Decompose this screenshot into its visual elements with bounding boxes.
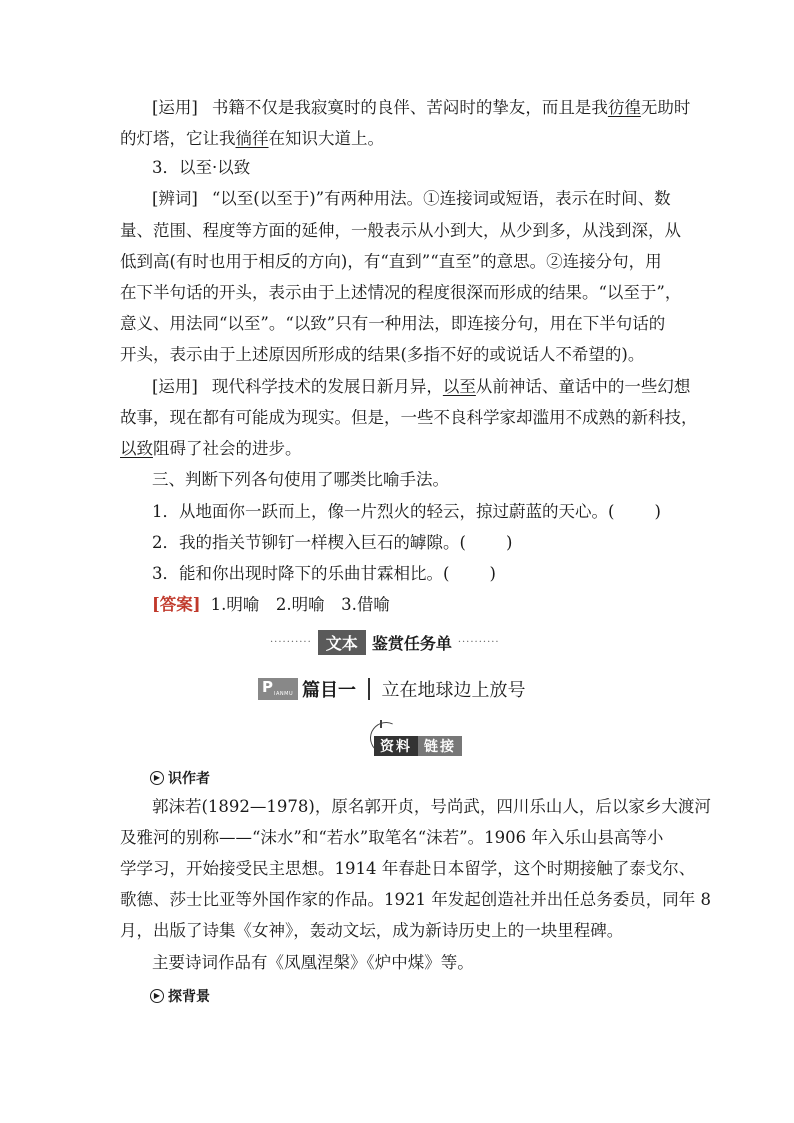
text-span: 书籍不仅是我寂寞时的良伴、苦闷时的挚友，而且是我: [211, 98, 608, 117]
question-text: 3．能和你出现时降下的乐曲甘霖相比。(: [152, 564, 450, 583]
question-1: [152, 501, 712, 523]
author-line-4: 歌德、莎士比亚等外国作家的作品。1921 年发起创造社并出任总务委员，同年 8: [120, 890, 711, 909]
yunyong-line-2: [120, 128, 680, 150]
section-banner: [270, 630, 520, 654]
close-paren: ): [505, 533, 513, 552]
question-text: 1．从地面你一跃而上，像一片烈火的轻云，掠过蔚蓝的天心。(: [152, 502, 615, 521]
underlined-word: 徜徉: [235, 129, 269, 148]
circle-arrow-icon: ▶: [150, 989, 164, 1003]
text-span: 阻碍了社会的进步。: [153, 439, 302, 458]
underlined-word: 彷徨: [607, 98, 641, 117]
pianmu-logo-icon: [258, 678, 298, 700]
text-span: 从前神话、童话中的一些幻想: [475, 377, 691, 396]
circle-arrow-icon: ▶: [150, 771, 164, 785]
close-paren: ): [654, 502, 661, 521]
logo-letter: P: [262, 678, 273, 696]
author-line-3: 学学习，开始接受民主思想。1914 年春赴日本留学，这个时期接触了泰戈尔、: [120, 859, 696, 878]
author-line-2: 及雅河的别称——“沫水”和“若水”取笔名“沫若”。1906 年入乐山县高等小: [120, 828, 664, 847]
bianci-line-5: 意义、用法同“以至”。“以致”只有一种用法，即连接分句，用在下半句话的: [120, 314, 666, 333]
logo-small: IANMU: [274, 691, 294, 697]
underlined-word: 以致: [120, 439, 153, 458]
text-span: 现代科学技术的发展日新月异，: [211, 377, 443, 396]
section-label: 探背景: [168, 989, 210, 1005]
yunyong2-line-1: [152, 376, 712, 398]
resource-label-b: 链接: [418, 736, 462, 756]
yunyong2-line-2: 故事，现在都有可能成为现实。但是，一些不良科学家却滥用不成熟的新科技，: [120, 408, 698, 427]
tick-decoration: [380, 720, 382, 728]
bianci-line-1: [152, 188, 712, 210]
question-2: [152, 532, 712, 554]
section-3-heading: 三、判断下列各句使用了哪类比喻手法。: [152, 470, 449, 489]
yunyong-tag: [运用]: [152, 98, 198, 117]
author-line-5: 月，出版了诗集《女神》，轰动文坛，成为新诗历史上的一块里程碑。: [120, 921, 624, 940]
resource-label-a: 资料: [374, 736, 418, 756]
resource-link-badge: [370, 722, 466, 756]
background-section-heading: [150, 986, 210, 1006]
piece-label: 篇目一: [302, 680, 356, 701]
dots-right: ··········: [457, 636, 500, 648]
answer-text: 1.明喻 2.明喻 3.借喻: [210, 595, 390, 614]
author-line-1: 郭沫若(1892—1978)，原名郭开贞，号尚武，四川乐山人，后以家乡大渡河: [152, 797, 711, 816]
banner-text: 鉴赏任务单: [371, 633, 452, 653]
text-span: 无助时: [640, 98, 691, 117]
yunyong2-line-3: [120, 438, 680, 460]
underlined-word: 以至: [442, 377, 476, 396]
section-label: 识作者: [168, 771, 210, 787]
yunyong-tag: [运用]: [152, 377, 198, 396]
banner-box: 文本: [318, 630, 366, 655]
question-text: 2．我的指关节铆钉一样楔入巨石的罅隙。(: [152, 533, 466, 552]
text-span: “以至(以至于)”有两种用法。①连接词或短语，表示在时间、数: [211, 189, 671, 208]
question-3: [152, 563, 712, 585]
bianci-line-6: 开头，表示由于上述原因所形成的结果(多指不好的或说话人不希望的)。: [120, 345, 645, 364]
author-section-heading: [150, 768, 210, 788]
piece-heading: [258, 676, 526, 702]
yunyong-line-1: [152, 97, 712, 119]
author-line-6: 主要诗词作品有《凤凰涅槃》《炉中煤》等。: [152, 953, 474, 972]
text-span: 在知识大道上。: [268, 129, 384, 148]
bianci-line-4: 在下半句话的开头，表示由于上述情况的程度很深而形成的结果。“以至于”，: [120, 283, 682, 302]
bianci-tag: [辨词]: [152, 189, 198, 208]
dots-left: ··········: [270, 636, 312, 648]
divider: [368, 678, 370, 700]
close-paren: ): [489, 564, 496, 583]
heading-3: 3．以至·以致: [152, 158, 251, 177]
bianci-line-2: 量、范围、程度等方面的延伸，一般表示从小到大，从少到多，从浅到深，从: [120, 221, 681, 240]
piece-title: 立在地球边上放号: [381, 680, 526, 701]
text-span: 的灯塔，它让我: [120, 129, 236, 148]
bianci-line-3: 低到高(有时也用于相反的方向)，有“直到”“直至”的意思。②连接分句，用: [120, 252, 662, 271]
answer-line: [152, 594, 712, 616]
answer-tag: [答案]: [152, 595, 201, 614]
